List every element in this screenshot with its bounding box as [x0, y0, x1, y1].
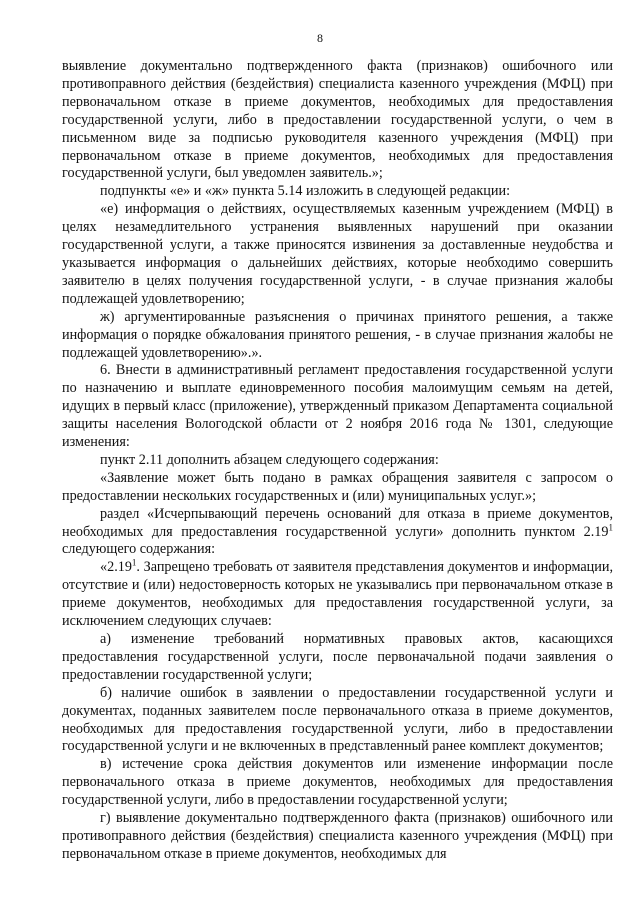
paragraph: «е) информация о действиях, осуществляемых казенным учреждением (МФЦ) в целях незамедлительного устранения выявленных нарушений при оказании государственной услуги, а также приносятся извинения за доставленные неудобства и указывается информация о дальнейших действиях, которые необходимо совершить заявителю в целях получения государственной услуги, - в случае признания жалобы подлежащей удовлетворению; — [62, 201, 613, 307]
paragraph: б) наличие ошибок в заявлении о предоставлении государственной услуги и документах, поданных заявителем после первоначального отказа в приеме документов, необходимых для предоставления государственной услуги, либо в предоставлении государственной услуги и не включенных в представленный ранее комплект документов; — [62, 684, 613, 755]
page-number: 8 — [317, 31, 323, 45]
paragraph: «Заявление может быть подано в рамках обращения заявителя с запросом о предоставлении нескольких государственных и (или) муниципальных услуг.»; — [62, 469, 613, 504]
paragraph: 6. Внести в административный регламент предоставления государственной услуги по назначению и выплате единовременного пособия малоимущим семьям на детей, идущих в первый класс (приложение), утвержденный приказом Департамента социальной защиты населения Вологодской области от 2 ноября 2016 года № 1301, следующие изменения: — [62, 362, 613, 451]
superscript: 1 — [608, 521, 613, 532]
paragraph: а) изменение требований нормативных правовых актов, касающихся предоставления государственной услуги, после первоначальной подачи заявления о предоставлении государственной услуги; — [62, 631, 613, 683]
paragraph: подпункты «е» и «ж» пункта 5.14 изложить в следующей редакции: — [100, 183, 511, 200]
paragraph: ж) аргументированные разъяснения о причинах принятого решения, а также информация о порядке обжалования принятого решения, - в случае признания жалобы не подлежащей удовлетворению».». — [62, 308, 613, 361]
paragraph: г) выявление документально подтвержденного факта (признаков) ошибочного или противоправного действия (бездействия) специалиста казенного учреждения (МФЦ) при первоначальном отказе в приеме документов, необходимых для — [62, 810, 613, 862]
document-body — [62, 58, 613, 864]
paragraph: «2.19$^1$. Запрещено требовать от заявителя представления документов и информации, отсутствие и (или) недостоверность которых не указывались при первоначальном отказе в приеме документов, необходимых для предоставления государственной услуги, за исключением следующих случаев: — [62, 557, 613, 630]
paragraph: раздел «Исчерпывающий перечень оснований для отказа в приеме документов, необходимых для предоставления государственной услуги» дополнить пунктом 2.19$^1$ следующего содержания: — [62, 505, 613, 558]
paragraph: пункт 2.11 дополнить абзацем следующего содержания: — [100, 451, 439, 468]
superscript: 1 — [131, 557, 137, 568]
paragraph: в) истечение срока действия документов или изменение информации после первоначального отказа в приеме документов, необходимых для предоставления государственной услуги, либо в предоставлении государственной услуги; — [62, 756, 613, 809]
paragraph: выявление документально подтвержденного факта (признаков) ошибочного или противоправного действия (бездействия) специалиста казенного учреждения (МФЦ) при первоначальном отказе в приеме документов, необходимых для предоставления государственной услуги, либо в предоставлении государственной услуги, о чем в письменном виде за подписью руководителя казенного учреждения (МФЦ) при первоначальном отказе в приеме документов, необходимых для предоставления государственной услуги, был уведомлен заявитель.»; — [62, 58, 613, 182]
